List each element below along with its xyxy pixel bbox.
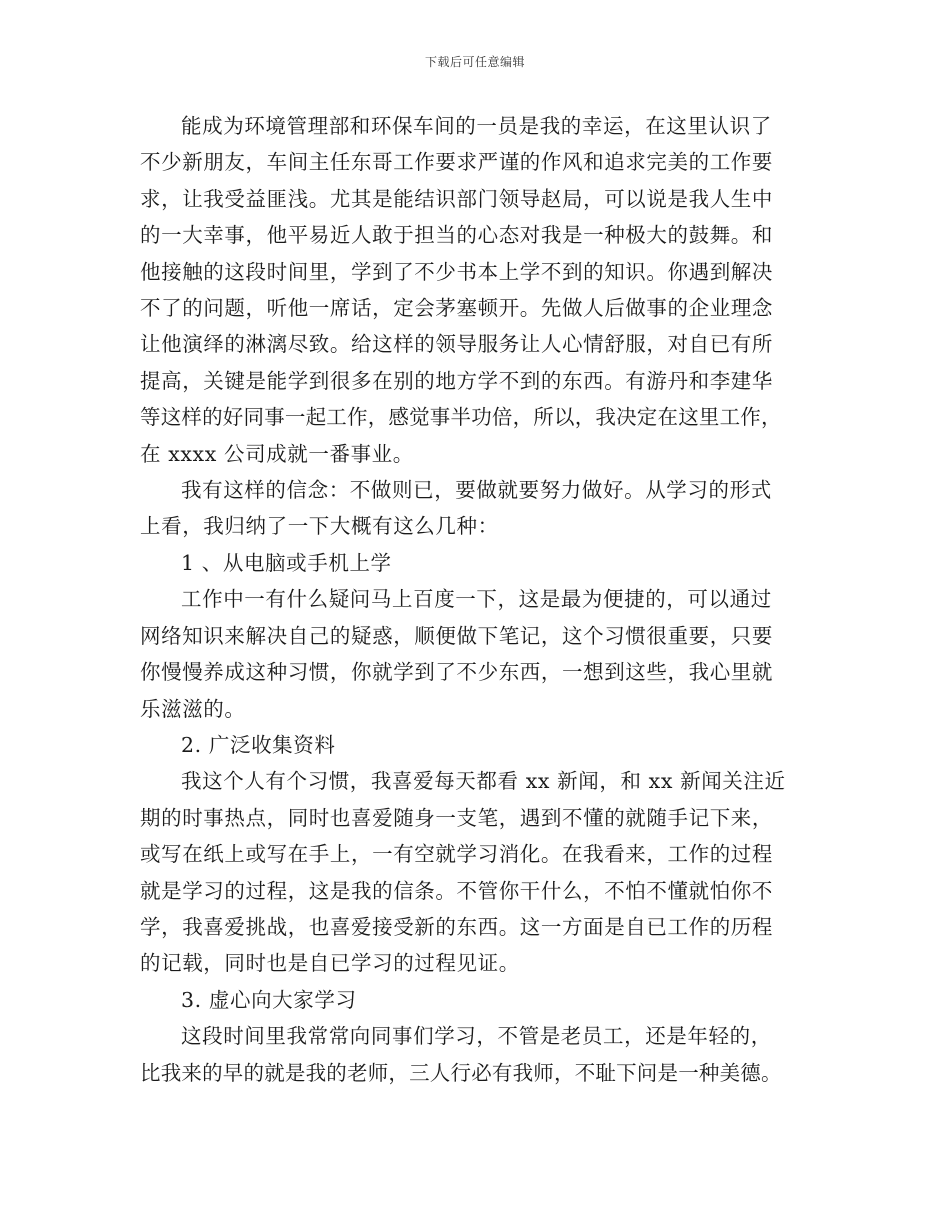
document-body [140,108,805,1091]
text-line: 工作中一有什么疑问马上百度一下，这是最为便捷的，可以通过 [181,587,772,612]
text-line: 提高，关键是能学到很多在别的地方学不到的东西。有游丹和李建华 [140,368,773,393]
text-line: 能成为环境管理部和环保车间的一员是我的幸运，在这里认识了 [181,114,772,138]
text-line: 我有这样的信念：不做则已，要做就要努力做好。从学习的形式 [181,478,772,503]
text-line: 的记载，同时也是自已学习的过程见证。 [140,951,520,976]
page-header: 下载后可任意编辑 [424,55,525,69]
text-line: 求，让我受益匪浅。尤其是能结识部门领导赵局，可以说是我人生中 [140,186,773,211]
text-line: 等这样的好同事一起工作，感觉事半功倍，所以，我决定在这里工作， [140,405,782,430]
paragraph [140,763,805,981]
text-line: 网络知识来解决自己的疑惑，顺便做下笔记，这个习惯很重要，只要 [140,623,773,648]
text-line: 他接触的这段时间里，学到了不少书本上学不到的知识。你遇到解决 [140,259,773,284]
text-line: 在 xxxx 公司成就一番事业。 [140,441,414,466]
paragraph [140,581,805,727]
text-line: 不少新朋友，车间主任东哥工作要求严谨的作风和追求完美的工作要 [140,150,773,175]
section-heading: 2. 广泛收集资料 [181,732,336,757]
text-line: 就是学习的过程，这是我的信条。不管你干什么，不怕不懂就怕你不 [140,878,773,903]
text-line: 让他演绎的淋漓尽致。给这样的领导服务让人心情舒服，对自已有所 [140,332,773,357]
text-line: 不了的问题，听他一席话，定会茅塞顿开。先做人后做事的企业理念 [140,296,773,321]
paragraph [140,1018,805,1091]
section-heading: 1 、从电脑或手机上学 [181,550,392,575]
section-heading: 3. 虚心向大家学习 [181,987,357,1012]
text-line: 学，我喜爱挑战，也喜爱接受新的东西。这一方面是自已工作的历程 [140,914,773,939]
text-line: 期的时事热点，同时也喜爱随身一支笔，遇到不懂的就随手记下来， [140,805,773,830]
text-line: 的一大幸事，他平易近人敢于担当的心态对我是一种极大的鼓舞。和 [140,223,773,248]
text-line: 上看，我归纳了一下大概有这么几种： [140,514,499,539]
text-line: 乐滋滋的。 [140,696,246,721]
text-line: 你慢慢养成这种习惯，你就学到了不少东西，一想到这些，我心里就 [140,660,773,685]
text-line: 我这个人有个习惯，我喜爱每天都看 xx 新闻，和 xx 新闻关注近 [181,769,786,794]
text-line: 或写在纸上或写在手上，一有空就学习消化。在我看来，工作的过程 [140,842,773,867]
paragraph [140,108,805,472]
text-line: 比我来的早的就是我的老师，三人行必有我师，不耻下问是一种美德。 [140,1060,782,1085]
paragraph [140,472,805,545]
text-line: 这段时间里我常常向同事们学习，不管是老员工，还是年轻的， [181,1024,772,1049]
